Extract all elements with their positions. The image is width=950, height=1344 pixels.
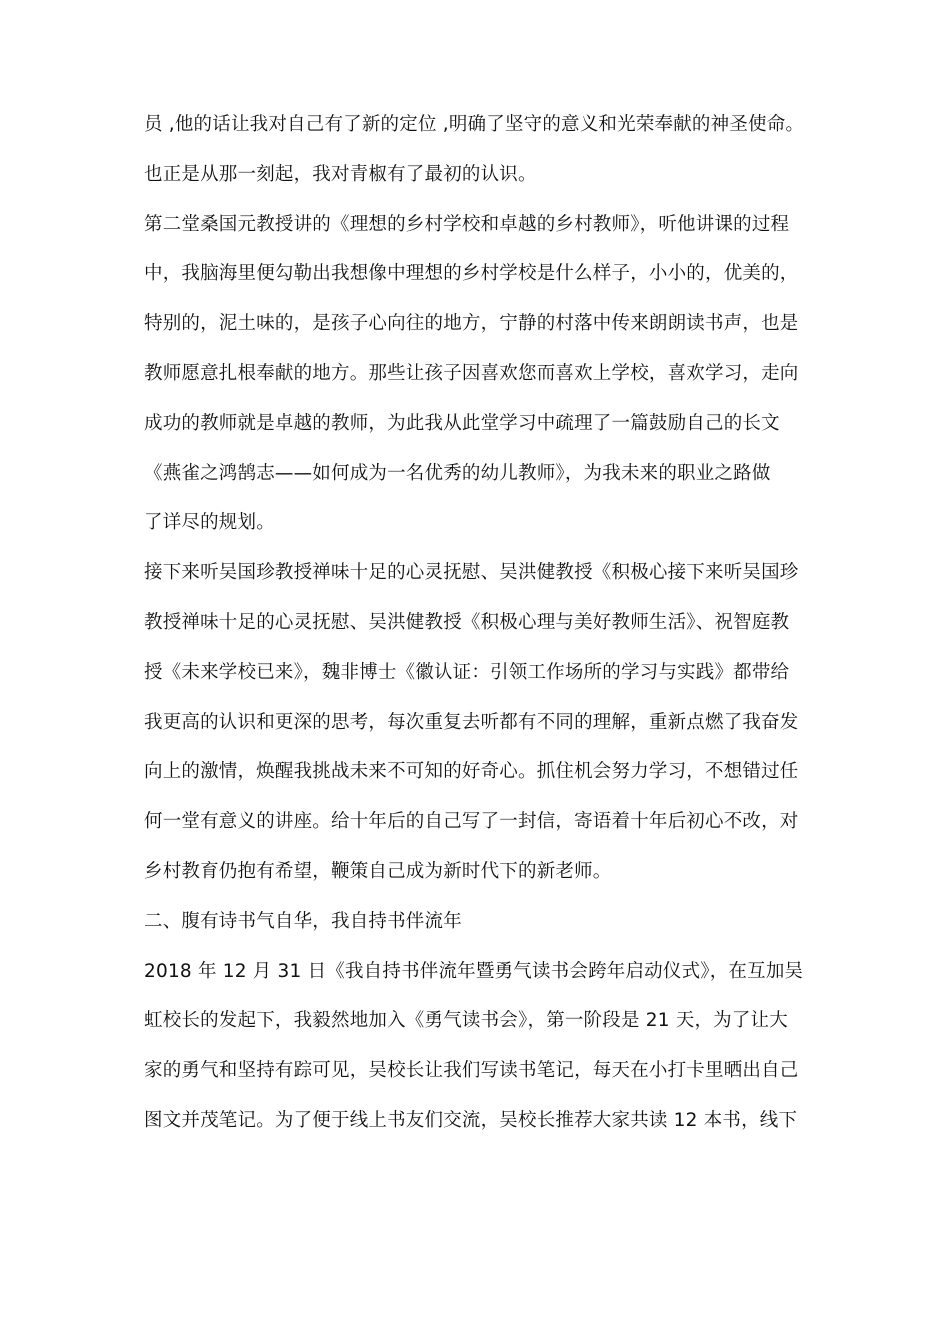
text-line: 接下来听吴国珍教授禅味十足的心灵抚慰、吴洪健教授《积极心接下来听吴国珍 (144, 562, 799, 584)
text-line: 2018 年 12 月 31 日《我自持书伴流年暨勇气读书会跨年启动仪式》，在互加吴 (144, 960, 804, 982)
document-page (144, 100, 820, 1146)
text-line: 成功的教师就是卓越的教师，为此我从此堂学习中疏理了一篇鼓励自己的长文 (144, 412, 780, 434)
section-heading: 二、腹有诗书气自华，我自持书伴流年 (144, 910, 462, 932)
text-line: 教授禅味十足的心灵抚慰、吴洪健教授《积极心理与美好教师生活》、祝智庭教 (144, 611, 790, 633)
text-line: 虹校长的发起下，我毅然地加入《勇气读书会》，第一阶段是 21 天，为了让大 (144, 1010, 788, 1032)
text-line: 乡村教育仍抱有希望，鞭策自己成为新时代下的新老师。 (144, 860, 612, 882)
text-line: 员 ,他的话让我对自己有了新的定位 ,明确了坚守的意义和光荣奉献的神圣使命。 (144, 114, 805, 135)
text-line: 中，我脑海里便勾勒出我想像中理想的乡村学校是什么样子，小小的，优美的， (144, 263, 799, 285)
text-line: 何一堂有意义的讲座。给十年后的自己写了一封信，寄语着十年后初心不改，对 (144, 811, 799, 833)
text-line: 第二堂桑国元教授讲的《理想的乡村学校和卓越的乡村教师》，听他讲课的过程 (144, 213, 790, 235)
text-line: 也正是从那一刻起，我对青椒有了最初的认识。 (144, 163, 537, 185)
text-line: 教师愿意扎根奉献的地方。那些让孩子因喜欢您而喜欢上学校，喜欢学习，走向 (144, 362, 799, 384)
text-line: 家的勇气和坚持有踪可见，吴校长让我们写读书笔记，每天在小打卡里晒出自己 (144, 1060, 799, 1082)
text-line: 了详尽的规划。 (144, 512, 275, 534)
text-line: 特别的，泥土味的，是孩子心向往的地方，宁静的村落中传来朗朗读书声，也是 (144, 313, 799, 335)
text-line: 《燕雀之鸿鹄志——如何成为一名优秀的幼儿教师》，为我未来的职业之路做 (144, 462, 771, 484)
text-line: 授《未来学校已来》，魏非博士《徽认证：引领工作场所的学习与实践》都带给 (144, 661, 790, 683)
text-line: 我更高的认识和更深的思考，每次重复去听都有不同的理解，重新点燃了我奋发 (144, 711, 799, 733)
text-line: 向上的激情，焕醒我挑战未来不可知的好奇心。抓住机会努力学习，不想错过任 (144, 761, 799, 783)
text-line: 图文并茂笔记。为了便于线上书友们交流，吴校长推荐大家共读 12 本书，线下 (144, 1109, 798, 1131)
